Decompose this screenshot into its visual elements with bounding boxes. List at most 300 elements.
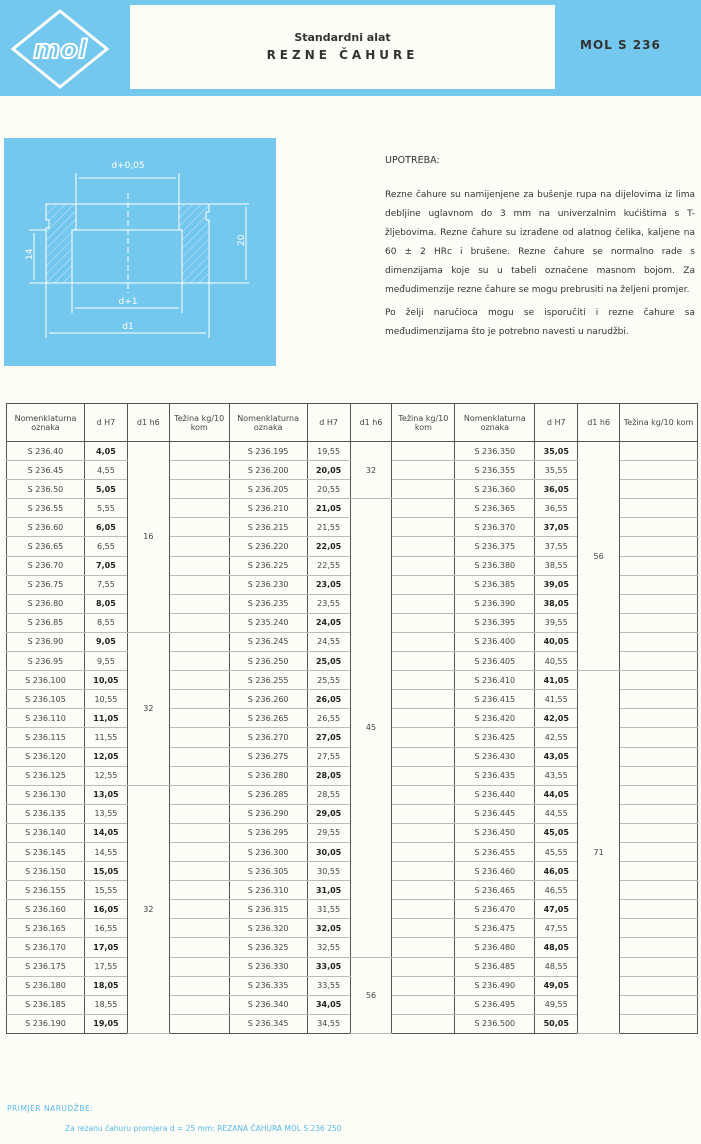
d-h7-cell: 46,55 [535,881,578,900]
weight-cell [620,995,698,1014]
bushing-cross-section-icon [4,138,276,366]
d-h7-cell: 31,05 [307,881,350,900]
nomenclature-cell: S 236.260 [229,690,307,709]
weight-cell [169,442,229,461]
nomenclature-cell: S 236.325 [229,938,307,957]
d1-h6-cell: 32 [127,632,169,785]
weight-cell [392,804,455,823]
d-h7-cell: 28,55 [307,785,350,804]
weight-cell [169,709,229,728]
d-h7-cell: 23,05 [307,575,350,594]
technical-drawing [4,138,276,366]
weight-cell [620,804,698,823]
d1-h6-cell: 56 [350,957,392,1033]
d-h7-cell: 14,05 [84,823,127,842]
d-h7-cell: 17,55 [84,957,127,976]
weight-cell [169,900,229,919]
nomenclature-cell: S 236.280 [229,766,307,785]
weight-cell [620,709,698,728]
nomenclature-cell: S 236.385 [455,575,535,594]
d-h7-cell: 16,55 [84,919,127,938]
weight-cell [169,690,229,709]
weight-cell [392,957,455,976]
title-box [130,5,555,89]
dim-outer-label: d1 [122,322,134,332]
weight-cell [392,461,455,480]
nomenclature-cell: S 236.340 [229,995,307,1014]
d-h7-cell: 45,05 [535,823,578,842]
d-h7-cell: 34,55 [307,1014,350,1033]
weight-cell [392,881,455,900]
d-h7-cell: 20,55 [307,480,350,499]
nomenclature-cell: S 236.215 [229,518,307,537]
d-h7-cell: 41,55 [535,690,578,709]
weight-cell [169,537,229,556]
weight-cell [169,461,229,480]
d-h7-cell: 27,55 [307,747,350,766]
nomenclature-cell: S 236.275 [229,747,307,766]
weight-cell [620,556,698,575]
d-h7-cell: 12,05 [84,747,127,766]
d-h7-cell: 20,05 [307,461,350,480]
header-weight: Težina kg/10 kom [169,404,229,442]
header-d-h7: d H7 [307,404,350,442]
d-h7-cell: 33,55 [307,976,350,995]
nomenclature-cell: S 236.200 [229,461,307,480]
d-h7-cell: 5,05 [84,480,127,499]
d-h7-cell: 38,05 [535,594,578,613]
weight-cell [392,594,455,613]
dim-bottom-label: d+1 [118,297,138,307]
weight-cell [392,1014,455,1033]
d-h7-cell: 47,05 [535,900,578,919]
d-h7-cell: 43,05 [535,747,578,766]
d-h7-cell: 39,05 [535,575,578,594]
nomenclature-cell: S 236.265 [229,709,307,728]
d-h7-cell: 28,05 [307,766,350,785]
d-h7-cell: 10,55 [84,690,127,709]
nomenclature-cell: S 236.305 [229,862,307,881]
nomenclature-cell: S 236.80 [7,594,85,613]
d-h7-cell: 22,05 [307,537,350,556]
weight-cell [169,480,229,499]
weight-cell [392,766,455,785]
nomenclature-cell: S 236.445 [455,804,535,823]
d-h7-cell: 22,55 [307,556,350,575]
header-d1-h6: d1 h6 [578,404,620,442]
weight-cell [392,652,455,671]
nomenclature-cell: S 236.475 [455,919,535,938]
d1-h6-cell: 16 [127,442,169,633]
weight-cell [392,709,455,728]
d-h7-cell: 26,05 [307,690,350,709]
weight-cell [620,842,698,861]
d-h7-cell: 19,55 [307,442,350,461]
nomenclature-cell: S 236.90 [7,632,85,651]
weight-cell [169,613,229,632]
nomenclature-cell: S 236.360 [455,480,535,499]
nomenclature-cell: S 236.345 [229,1014,307,1033]
d-h7-cell: 39,55 [535,613,578,632]
nomenclature-cell: S 236.100 [7,671,85,690]
header-d1-h6: d1 h6 [350,404,392,442]
d-h7-cell: 26,55 [307,709,350,728]
weight-cell [392,442,455,461]
nomenclature-cell: S 236.150 [7,862,85,881]
weight-cell [392,613,455,632]
d-h7-cell: 32,55 [307,938,350,957]
d-h7-cell: 36,55 [535,499,578,518]
nomenclature-cell: S 236.65 [7,537,85,556]
weight-cell [620,823,698,842]
nomenclature-cell: S 236.175 [7,957,85,976]
d-h7-cell: 25,55 [307,671,350,690]
d-h7-cell: 50,05 [535,1014,578,1033]
d-h7-cell: 34,05 [307,995,350,1014]
weight-cell [620,766,698,785]
d-h7-cell: 4,05 [84,442,127,461]
weight-cell [620,632,698,651]
d1-h6-cell: 32 [127,785,169,1033]
nomenclature-cell: S 236.70 [7,556,85,575]
d-h7-cell: 33,05 [307,957,350,976]
nomenclature-cell: S 236.490 [455,976,535,995]
d-h7-cell: 18,55 [84,995,127,1014]
weight-cell [620,480,698,499]
nomenclature-cell: S 236.470 [455,900,535,919]
nomenclature-cell: S 236.310 [229,881,307,900]
header-nomenclature: Nomenklaturna oznaka [7,404,85,442]
weight-cell [620,690,698,709]
weight-cell [392,728,455,747]
d-h7-cell: 42,05 [535,709,578,728]
weight-cell [620,1014,698,1033]
weight-cell [620,919,698,938]
header-d-h7: d H7 [535,404,578,442]
mol-logo-icon [10,8,110,90]
nomenclature-cell: S 236.190 [7,1014,85,1033]
nomenclature-cell: S 236.125 [7,766,85,785]
spec-table [6,403,698,1034]
d-h7-cell: 24,55 [307,632,350,651]
nomenclature-cell: S 236.335 [229,976,307,995]
weight-cell [620,957,698,976]
d-h7-cell: 30,55 [307,862,350,881]
d-h7-cell: 11,55 [84,728,127,747]
d-h7-cell: 25,05 [307,652,350,671]
nomenclature-cell: S 236.245 [229,632,307,651]
nomenclature-cell: S 236.370 [455,518,535,537]
d-h7-cell: 23,55 [307,594,350,613]
nomenclature-cell: S 236.250 [229,652,307,671]
weight-cell [169,518,229,537]
d-h7-cell: 44,55 [535,804,578,823]
d-h7-cell: 9,05 [84,632,127,651]
d-h7-cell: 12,55 [84,766,127,785]
weight-cell [620,461,698,480]
nomenclature-cell: S 236.300 [229,842,307,861]
nomenclature-cell: S 236.365 [455,499,535,518]
nomenclature-cell: S 236.95 [7,652,85,671]
header-weight: Težina kg/10 kom [620,404,698,442]
nomenclature-cell: S 236.155 [7,881,85,900]
nomenclature-cell: S 236.290 [229,804,307,823]
d1-h6-cell: 45 [350,499,392,957]
nomenclature-cell: S 236.420 [455,709,535,728]
d-h7-cell: 47,55 [535,919,578,938]
nomenclature-cell: S 236.115 [7,728,85,747]
d-h7-cell: 43,55 [535,766,578,785]
table-row [7,442,698,461]
d-h7-cell: 21,05 [307,499,350,518]
nomenclature-cell: S 236.235 [229,594,307,613]
header-d1-h6: d1 h6 [127,404,169,442]
nomenclature-cell: S 236.410 [455,671,535,690]
d-h7-cell: 49,05 [535,976,578,995]
weight-cell [620,499,698,518]
d-h7-cell: 30,05 [307,842,350,861]
nomenclature-cell: S 235.240 [229,613,307,632]
d-h7-cell: 15,55 [84,881,127,900]
weight-cell [620,881,698,900]
weight-cell [169,823,229,842]
d1-h6-cell: 56 [578,442,620,671]
dim-height-total: 20 [237,234,247,246]
nomenclature-cell: S 236.450 [455,823,535,842]
nomenclature-cell: S 236.180 [7,976,85,995]
weight-cell [169,938,229,957]
nomenclature-cell: S 236.210 [229,499,307,518]
nomenclature-cell: S 236.460 [455,862,535,881]
usage-heading: UPOTREBA: [385,155,440,166]
nomenclature-cell: S 236.270 [229,728,307,747]
usage-section [385,155,695,346]
weight-cell [620,785,698,804]
header-nomenclature: Nomenklaturna oznaka [229,404,307,442]
d-h7-cell: 36,05 [535,480,578,499]
d-h7-cell: 38,55 [535,556,578,575]
nomenclature-cell: S 236.435 [455,766,535,785]
d-h7-cell: 32,05 [307,919,350,938]
weight-cell [392,976,455,995]
nomenclature-cell: S 236.170 [7,938,85,957]
nomenclature-cell: S 236.40 [7,442,85,461]
d-h7-cell: 49,55 [535,995,578,1014]
d-h7-cell: 29,05 [307,804,350,823]
weight-cell [620,976,698,995]
weight-cell [169,881,229,900]
d-h7-cell: 17,05 [84,938,127,957]
d-h7-cell: 37,05 [535,518,578,537]
weight-cell [620,938,698,957]
nomenclature-cell: S 236.225 [229,556,307,575]
weight-cell [620,747,698,766]
order-example-text: Za rezanu čahuru promjera d = 25 mm: REZANA ČAHURA MOL S 236 250 [65,1124,342,1133]
nomenclature-cell: S 236.495 [455,995,535,1014]
weight-cell [169,499,229,518]
weight-cell [620,728,698,747]
weight-cell [392,575,455,594]
d-h7-cell: 24,05 [307,613,350,632]
nomenclature-cell: S 236.295 [229,823,307,842]
weight-cell [169,862,229,881]
d-h7-cell: 15,05 [84,862,127,881]
weight-cell [620,862,698,881]
weight-cell [392,518,455,537]
nomenclature-cell: S 236.45 [7,461,85,480]
header-banner [0,0,701,96]
weight-cell [392,995,455,1014]
nomenclature-cell: S 236.220 [229,537,307,556]
weight-cell [620,652,698,671]
weight-cell [169,747,229,766]
nomenclature-cell: S 236.55 [7,499,85,518]
weight-cell [392,919,455,938]
weight-cell [392,823,455,842]
d-h7-cell: 16,05 [84,900,127,919]
dim-height-lower: 14 [25,248,35,260]
nomenclature-cell: S 236.60 [7,518,85,537]
nomenclature-cell: S 236.75 [7,575,85,594]
nomenclature-cell: S 236.85 [7,613,85,632]
weight-cell [392,747,455,766]
nomenclature-cell: S 236.330 [229,957,307,976]
d-h7-cell: 35,05 [535,442,578,461]
logo-text: mol [33,35,87,65]
nomenclature-cell: S 236.430 [455,747,535,766]
nomenclature-cell: S 236.320 [229,919,307,938]
d-h7-cell: 40,05 [535,632,578,651]
nomenclature-cell: S 236.50 [7,480,85,499]
d-h7-cell: 10,05 [84,671,127,690]
nomenclature-cell: S 236.350 [455,442,535,461]
weight-cell [169,632,229,651]
nomenclature-cell: S 236.255 [229,671,307,690]
d-h7-cell: 6,05 [84,518,127,537]
weight-cell [620,518,698,537]
weight-cell [169,556,229,575]
nomenclature-cell: S 236.480 [455,938,535,957]
d-h7-cell: 48,05 [535,938,578,957]
nomenclature-cell: S 236.230 [229,575,307,594]
weight-cell [392,556,455,575]
weight-cell [169,995,229,1014]
weight-cell [392,632,455,651]
nomenclature-cell: S 236.145 [7,842,85,861]
weight-cell [169,785,229,804]
usage-paragraph-1: Rezne čahure su namijenjene za bušenje rupa na dijelovima iz lima debljine uglavnom do 3 mm na univerzalnim kućištima s T-žljebovima. Rezne čahure su izrađene od alatnog čelika, kaljene na 60 ± 2 HRc i brušene. Rezne čahure se normalno rade s dimenzijama koje su u tabeli označene masnom bojom. Za međudimenzije rezne čahure se mogu prebrusiti na željeni promjer. [385,190,695,295]
header-nomenclature: Nomenklaturna oznaka [455,404,535,442]
weight-cell [620,594,698,613]
nomenclature-cell: S 236.380 [455,556,535,575]
weight-cell [620,442,698,461]
nomenclature-cell: S 236.285 [229,785,307,804]
weight-cell [392,537,455,556]
weight-cell [620,537,698,556]
nomenclature-cell: S 236.395 [455,613,535,632]
d-h7-cell: 11,05 [84,709,127,728]
weight-cell [169,842,229,861]
d-h7-cell: 7,05 [84,556,127,575]
d-h7-cell: 8,05 [84,594,127,613]
nomenclature-cell: S 236.440 [455,785,535,804]
nomenclature-cell: S 236.160 [7,900,85,919]
weight-cell [169,804,229,823]
d-h7-cell: 5,55 [84,499,127,518]
page-subtitle: Standardni alat [294,31,391,44]
nomenclature-cell: S 236.400 [455,632,535,651]
nomenclature-cell: S 236.185 [7,995,85,1014]
d-h7-cell: 29,55 [307,823,350,842]
nomenclature-cell: S 236.415 [455,690,535,709]
weight-cell [169,575,229,594]
d-h7-cell: 7,55 [84,575,127,594]
nomenclature-cell: S 236.315 [229,900,307,919]
nomenclature-cell: S 236.405 [455,652,535,671]
weight-cell [392,900,455,919]
d-h7-cell: 42,55 [535,728,578,747]
nomenclature-cell: S 236.500 [455,1014,535,1033]
weight-cell [392,785,455,804]
d-h7-cell: 37,55 [535,537,578,556]
d1-h6-cell: 71 [578,671,620,1034]
weight-cell [392,862,455,881]
d1-h6-cell: 32 [350,442,392,499]
nomenclature-cell: S 236.355 [455,461,535,480]
nomenclature-cell: S 236.455 [455,842,535,861]
nomenclature-cell: S 236.465 [455,881,535,900]
d-h7-cell: 27,05 [307,728,350,747]
d-h7-cell: 19,05 [84,1014,127,1033]
weight-cell [169,976,229,995]
weight-cell [620,671,698,690]
nomenclature-cell: S 236.390 [455,594,535,613]
nomenclature-cell: S 236.135 [7,804,85,823]
page-title: REZNE ČAHURE [266,48,419,62]
nomenclature-cell: S 236.105 [7,690,85,709]
nomenclature-cell: S 236.120 [7,747,85,766]
weight-cell [169,671,229,690]
weight-cell [392,480,455,499]
weight-cell [169,652,229,671]
nomenclature-cell: S 236.140 [7,823,85,842]
header-d-h7: d H7 [84,404,127,442]
header-weight: Težina kg/10 kom [392,404,455,442]
weight-cell [392,938,455,957]
d-h7-cell: 4,55 [84,461,127,480]
nomenclature-cell: S 236.205 [229,480,307,499]
weight-cell [169,1014,229,1033]
weight-cell [620,900,698,919]
d-h7-cell: 13,05 [84,785,127,804]
nomenclature-cell: S 236.165 [7,919,85,938]
d-h7-cell: 6,55 [84,537,127,556]
table-header-row [7,404,698,442]
weight-cell [169,728,229,747]
nomenclature-cell: S 236.110 [7,709,85,728]
weight-cell [392,690,455,709]
d-h7-cell: 41,05 [535,671,578,690]
nomenclature-cell: S 236.425 [455,728,535,747]
d-h7-cell: 48,55 [535,957,578,976]
d-h7-cell: 44,05 [535,785,578,804]
d-h7-cell: 46,05 [535,862,578,881]
product-code: MOL S 236 [580,38,661,52]
d-h7-cell: 35,55 [535,461,578,480]
nomenclature-cell: S 236.130 [7,785,85,804]
order-example-label: PRIMJER NARUDŽBE: [7,1104,94,1113]
d-h7-cell: 31,55 [307,900,350,919]
